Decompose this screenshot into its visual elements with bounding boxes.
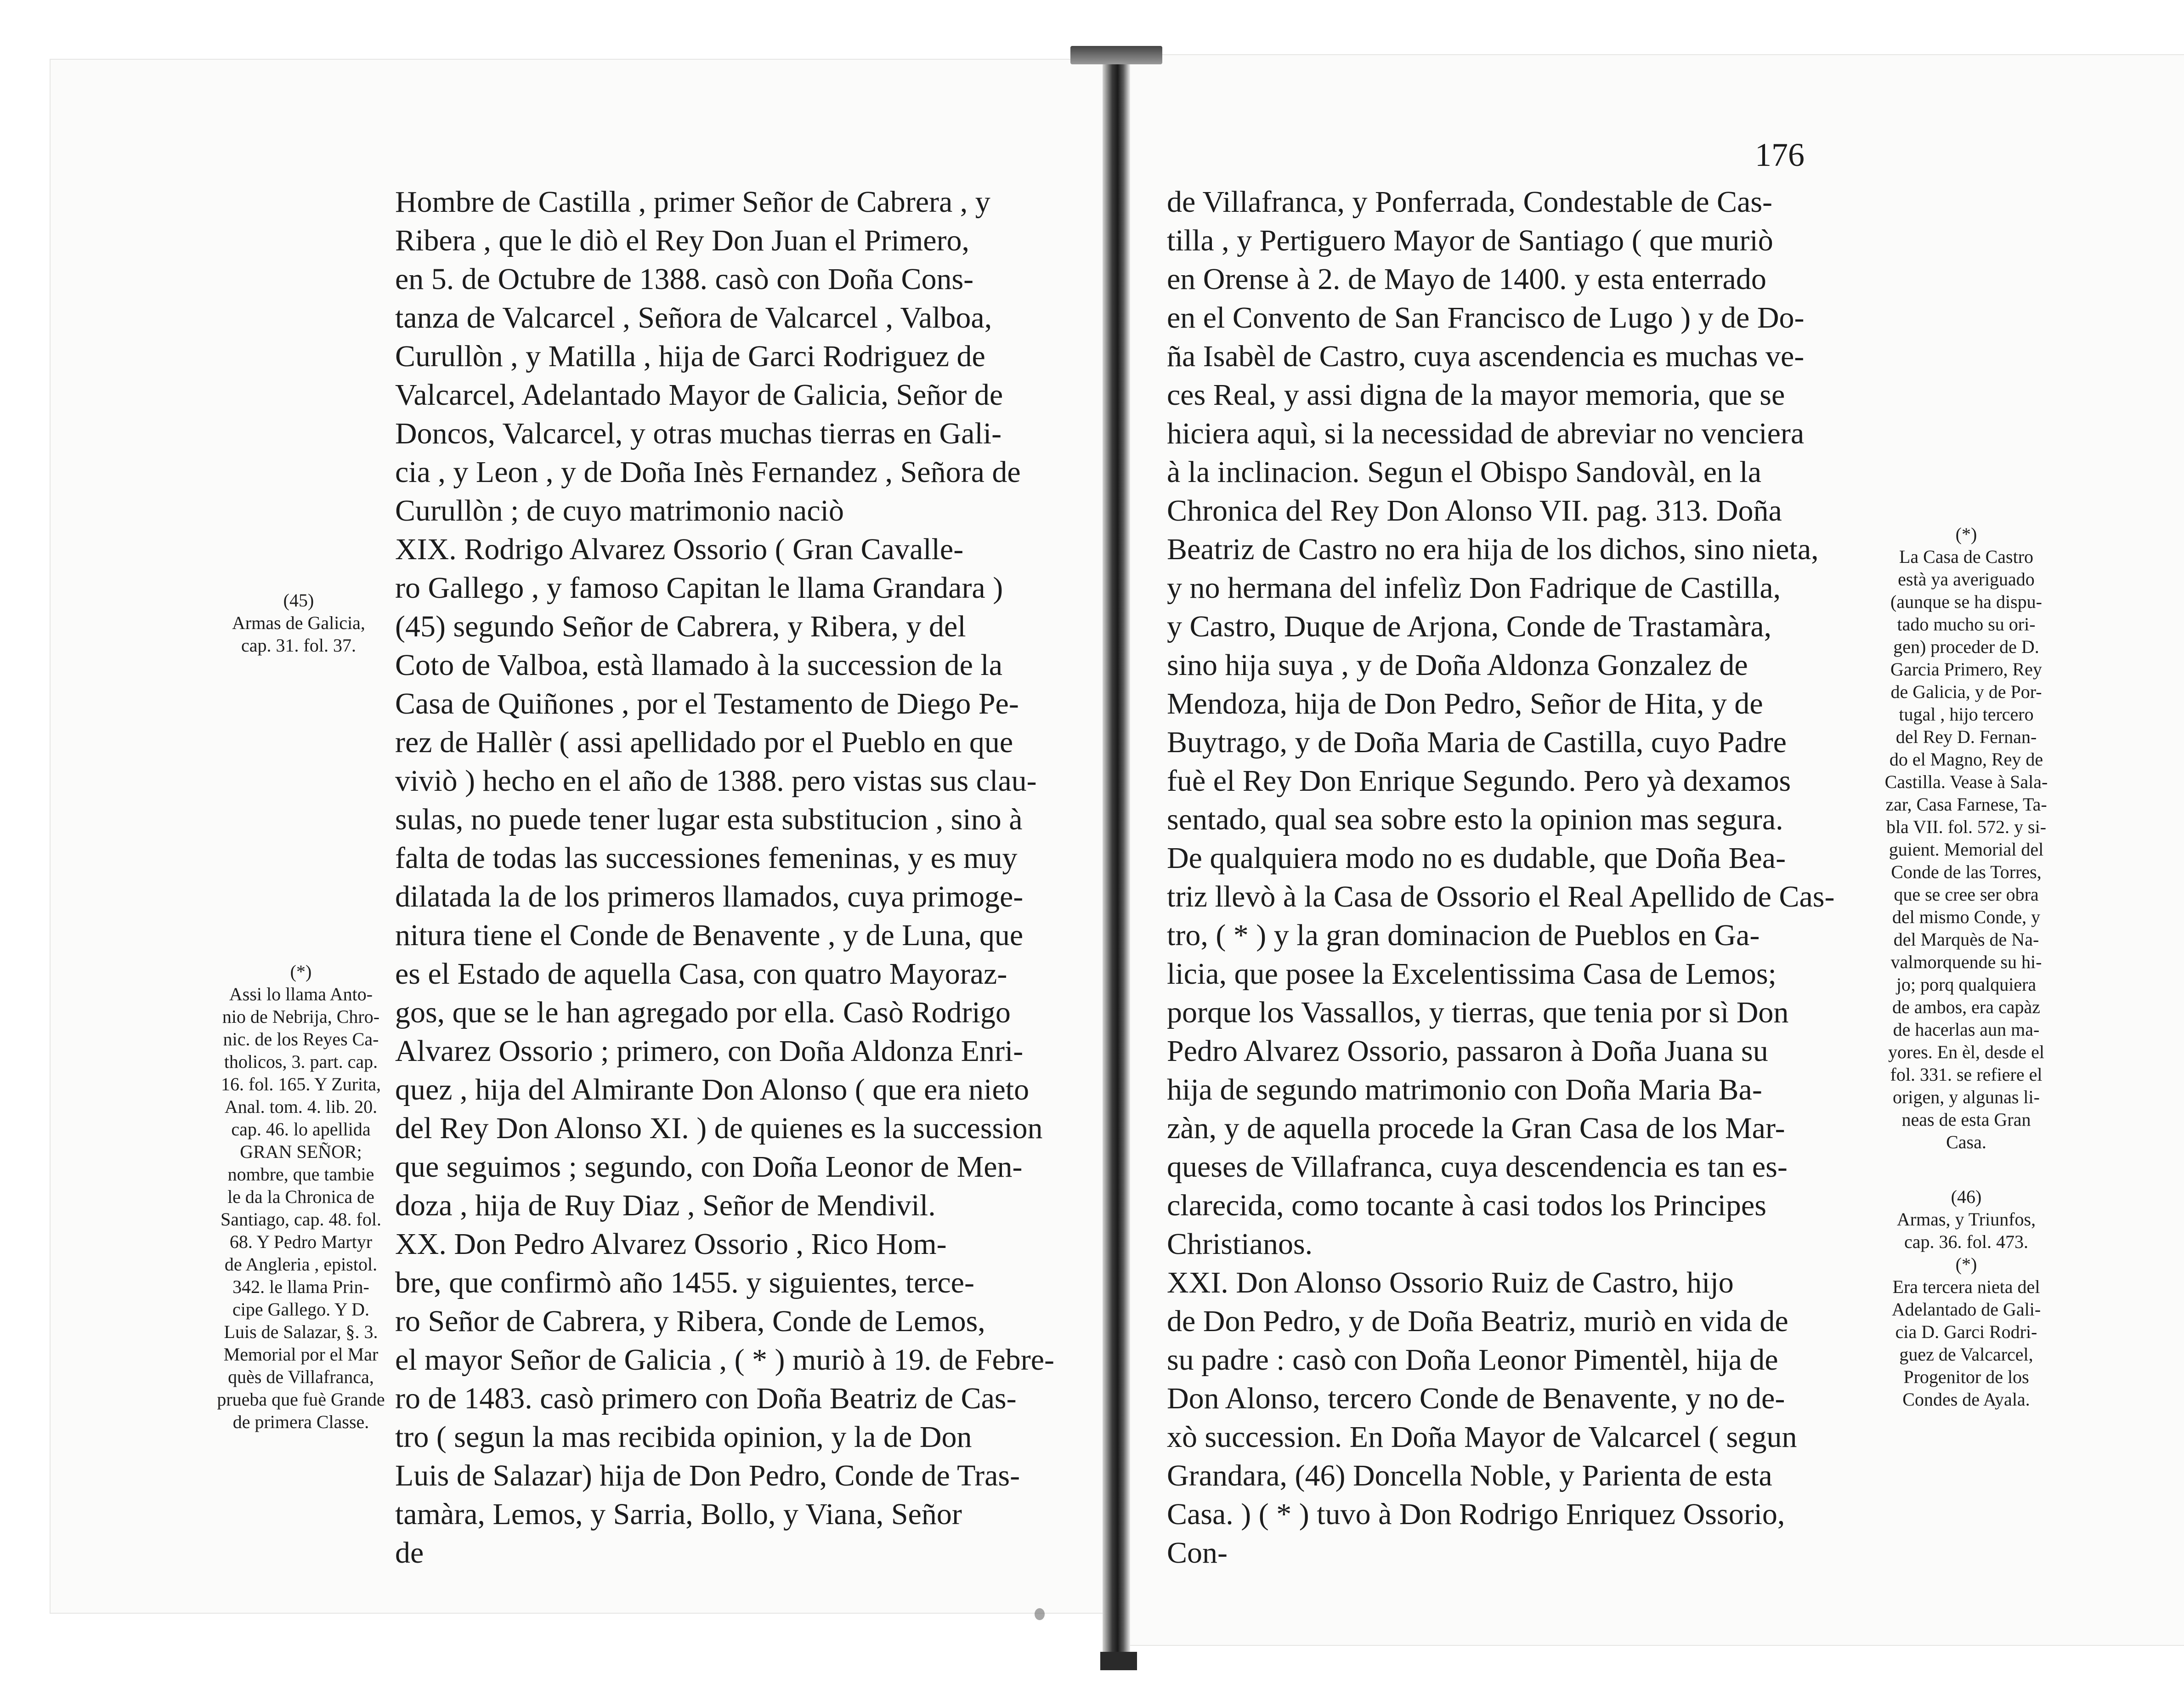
note-line: Armas, y Triunfos, (1896, 1209, 2036, 1230)
text-line: Pedro Alvarez Ossorio, passaron à Doña Juana su (1167, 1034, 1768, 1068)
text-line: fuè el Rey Don Enrique Segundo. Pero yà dexamos (1167, 764, 1791, 798)
note-line: jo; porq qualquiera (1896, 974, 2037, 995)
text-line: sentado, qual sea sobre esto la opinion mas segura. (1167, 803, 1783, 836)
note-line: Condes de Ayala. (1902, 1389, 2030, 1410)
note-line: cia D. Garci Rodri- (1895, 1321, 2037, 1342)
note-line: està ya averiguado (1898, 569, 2035, 590)
text-line: gos, que se le han agregado por ella. Casò Rodrigo (395, 996, 1011, 1029)
text-line: tro ( segun la mas recibida opinion, y la de Don (395, 1420, 972, 1454)
text-line: en Orense à 2. de Mayo de 1400. y esta enterrado (1167, 262, 1766, 296)
note-line: le da la Chronica de (227, 1186, 374, 1207)
text-line: tamàra, Lemos, y Sarria, Bollo, y Viana, Señor (395, 1497, 962, 1531)
text-line: De qualquiera modo no es dudable, que Doña Bea- (1167, 841, 1786, 875)
text-line: Curullòn , y Matilla , hija de Garci Rodriguez de (395, 340, 985, 373)
note-line: do el Magno, Rey de (1889, 749, 2043, 770)
note-line: (*) (290, 961, 312, 982)
note-line: fol. 331. se refiere el (1890, 1064, 2043, 1085)
note-line: 342. le llama Prin- (232, 1276, 369, 1297)
margin-note-46 (1874, 1185, 2058, 1253)
note-line: (46) (1951, 1186, 1982, 1207)
text-line: licia, que posee la Excelentissima Casa de Lemos; (1167, 957, 1777, 991)
note-line: de ambos, era capàz (1892, 997, 2041, 1017)
text-line: XIX. Rodrigo Alvarez Ossorio ( Gran Cavalle- (395, 533, 964, 566)
note-line: (*) (1955, 1254, 1977, 1275)
note-line: Armas de Galicia, (232, 612, 365, 633)
note-line: gen) proceder de D. (1893, 636, 2039, 657)
note-line: que se cree ser obra (1894, 884, 2039, 905)
note-line: quès de Villafranca, (228, 1366, 374, 1387)
text-line: viviò ) hecho en el año de 1388. pero vistas sus clau- (395, 764, 1037, 798)
note-line: cap. 36. fol. 473. (1904, 1231, 2028, 1252)
note-line: tugal , hijo tercero (1899, 704, 2034, 725)
text-line: y Castro, Duque de Arjona, Conde de Trastamàra, (1167, 610, 1772, 643)
note-line: prueba que fuè Grande (217, 1389, 385, 1410)
note-line: valmorquende su hi- (1890, 952, 2042, 972)
text-line: Casa. ) ( * ) tuvo à Don Rodrigo Enriquez Ossorio, (1167, 1497, 1785, 1531)
text-line: tanza de Valcarcel , Señora de Valcarcel , Valboa, (395, 301, 992, 335)
text-line: Beatriz de Castro no era hija de los dichos, sino nieta, (1167, 533, 1819, 566)
text-line: falta de todas las successiones femeninas, y es muy (395, 841, 1018, 875)
note-line: de hacerlas aun ma- (1893, 1019, 2040, 1040)
text-line: quez , hija del Almirante Don Alonso ( que era nieto (395, 1073, 1030, 1106)
margin-note-right-asterisk-1 (1874, 523, 2058, 1153)
text-line: Casa de Quiñones , por el Testamento de Diego Pe- (395, 687, 1019, 720)
note-line: nio de Nebrija, Chro- (222, 1006, 380, 1027)
text-line: del Rey Don Alonso XI. ) de quienes es la succession (395, 1111, 1043, 1145)
text-line: nitura tiene el Conde de Benavente , y de Luna, que (395, 919, 1024, 952)
note-line: zar, Casa Farnese, Ta- (1885, 794, 2047, 815)
right-body-text (1167, 183, 1861, 1572)
text-line: es el Estado de aquella Casa, con quatro Mayoraz- (395, 957, 1007, 991)
book-gutter (1103, 51, 1130, 1663)
text-line: Valcarcel, Adelantado Mayor de Galicia, Señor de (395, 378, 1003, 412)
text-line: cia , y Leon , y de Doña Inès Fernandez , Señora de (395, 455, 1021, 489)
text-line: rez de Hallèr ( assi apellidado por el Pueblo en que (395, 726, 1013, 759)
text-line: tro, ( * ) y la gran dominacion de Pueblos en Ga- (1167, 919, 1760, 952)
note-line: de primera Classe. (232, 1412, 369, 1432)
text-line: que seguimos ; segundo, con Doña Leonor de Men- (395, 1150, 1023, 1184)
note-line: Conde de las Torres, (1891, 862, 2042, 882)
text-line: hija de segundo matrimonio con Doña Maria Ba- (1167, 1073, 1762, 1106)
text-line: sino hija suya , y de Doña Aldonza Gonzalez de (1167, 648, 1748, 682)
text-line: triz llevò à la Casa de Ossorio el Real Apellido de Cas- (1167, 880, 1835, 913)
text-line: ro Señor de Cabrera, y Ribera, Conde de Lemos, (395, 1304, 985, 1338)
text-line: y no hermana del infelìz Don Fadrique de Castilla, (1167, 571, 1781, 605)
text-line: su padre : casò con Doña Leonor Pimentèl, hija de (1167, 1343, 1778, 1377)
text-line: (45) segundo Señor de Cabrera, y Ribera, y del (395, 610, 966, 643)
text-line: tilla , y Pertiguero Mayor de Santiago ( que muriò (1167, 224, 1773, 257)
text-line: dilatada la de los primeros llamados, cuya primoge- (395, 880, 1024, 913)
note-line: Garcia Primero, Rey (1890, 659, 2042, 680)
margin-note-left-asterisk (204, 960, 397, 1433)
text-line: Alvarez Ossorio ; primero, con Doña Aldonza Enri- (395, 1034, 1024, 1068)
text-line: de (395, 1536, 424, 1570)
text-line: Coto de Valboa, està llamado à la succession de la (395, 648, 1003, 682)
note-line: nombre, que tambie (227, 1164, 374, 1185)
note-line: de Angleria , epistol. (224, 1254, 378, 1275)
note-line: La Casa de Castro (1899, 546, 2034, 567)
text-line: Buytrago, y de Doña Maria de Castilla, cuyo Padre (1167, 726, 1787, 759)
text-line: Mendoza, hija de Don Pedro, Señor de Hita, y de (1167, 687, 1763, 720)
text-line: Christianos. (1167, 1227, 1313, 1261)
note-line: Santiago, cap. 48. fol. (221, 1209, 381, 1230)
page-number: 176 (1755, 136, 1805, 173)
text-line: ces Real, y assi digna de la mayor memoria, que se (1167, 378, 1785, 412)
note-line: nic. de los Reyes Ca- (223, 1029, 379, 1049)
text-line: Doncos, Valcarcel, y otras muchas tierras en Gali- (395, 417, 1002, 450)
note-line: Anal. tom. 4. lib. 20. (224, 1096, 378, 1117)
note-line: Progenitor de los (1903, 1366, 2029, 1387)
note-line: Adelantado de Gali- (1891, 1299, 2041, 1320)
note-line: origen, y algunas li- (1893, 1087, 2040, 1107)
left-body-text (395, 183, 1080, 1572)
note-line: Castilla. Vease à Sala- (1884, 771, 2048, 792)
text-line: bre, que confirmò año 1455. y siguientes, terce- (395, 1266, 974, 1299)
note-line: (*) (1955, 524, 1977, 544)
note-line: cipe Gallego. Y D. (232, 1299, 370, 1320)
text-line: ro de 1483. casò primero con Doña Beatriz de Cas- (395, 1382, 1017, 1415)
note-line: del Rey D. Fernan- (1895, 726, 2037, 747)
text-line: XXI. Don Alonso Ossorio Ruiz de Castro, hijo (1167, 1266, 1734, 1299)
text-line: zàn, y de aquella procede la Gran Casa de los Mar- (1167, 1111, 1785, 1145)
note-line: bla VII. fol. 572. y si- (1886, 816, 2047, 837)
note-line: Assi lo llama Anto- (229, 984, 373, 1004)
note-line: del mismo Conde, y (1892, 907, 2041, 927)
gutter-bottom-edge (1100, 1652, 1137, 1670)
text-line: Curullòn ; de cuyo matrimonio naciò (395, 494, 844, 527)
text-line: porque los Vassallos, y tierras, que tenia por sì Don (1167, 996, 1789, 1029)
text-line: hiciera aquì, si la necessidad de abreviar no venciera (1167, 417, 1805, 450)
note-line: (45) (283, 590, 314, 611)
text-line: de Villafranca, y Ponferrada, Condestable de Cas- (1167, 185, 1773, 219)
note-line: GRAN SEÑOR; (240, 1141, 362, 1162)
note-line: guez de Valcarcel, (1899, 1344, 2033, 1365)
text-line: Hombre de Castilla , primer Señor de Cabrera , y (395, 185, 990, 219)
text-line: Con- (1167, 1536, 1228, 1570)
text-line: Ribera , que le diò el Rey Don Juan el Primero, (395, 224, 970, 257)
text-line: clarecida, como tocante à casi todos los Principes (1167, 1189, 1766, 1222)
note-line: tholicos, 3. part. cap. (224, 1051, 378, 1072)
note-line: cap. 46. lo apellida (231, 1119, 371, 1140)
text-line: à la inclinacion. Segun el Obispo Sandovàl, en la (1167, 455, 1762, 489)
note-line: tado mucho su ori- (1897, 614, 2036, 635)
note-line: Casa. (1946, 1132, 1986, 1152)
text-line: XX. Don Pedro Alvarez Ossorio , Rico Hom- (395, 1227, 947, 1261)
text-line: doza , hija de Ruy Diaz , Señor de Mendivil. (395, 1189, 936, 1222)
text-line: ro Gallego , y famoso Capitan le llama Grandara ) (395, 571, 1003, 605)
note-line: Memorial por el Mar (223, 1344, 379, 1365)
text-line: el mayor Señor de Galicia , ( * ) muriò à 19. de Febre- (395, 1343, 1055, 1377)
ink-smudge (1035, 1608, 1045, 1620)
note-line: 68. Y Pedro Martyr (229, 1231, 373, 1252)
text-line: Chronica del Rey Don Alonso VII. pag. 313. Doña (1167, 494, 1782, 527)
note-line: cap. 31. fol. 37. (241, 635, 356, 656)
gutter-top-edge (1070, 46, 1162, 64)
note-line: 16. fol. 165. Y Zurita, (221, 1074, 381, 1094)
note-line: neas de esta Gran (1901, 1109, 2031, 1130)
note-line: (aunque se ha dispu- (1890, 591, 2042, 612)
note-line: guient. Memorial del (1889, 839, 2044, 860)
text-line: de Don Pedro, y de Doña Beatriz, muriò en vida de (1167, 1304, 1788, 1338)
margin-note-right-asterisk-2 (1874, 1253, 2058, 1411)
text-line: Don Alonso, tercero Conde de Benavente, y no de- (1167, 1382, 1785, 1415)
text-line: ña Isabèl de Castro, cuya ascendencia es muchas ve- (1167, 340, 1805, 373)
text-line: queses de Villafranca, cuya descendencia es tan es- (1167, 1150, 1788, 1184)
note-line: de Galicia, y de Por- (1890, 681, 2042, 702)
text-line: Luis de Salazar) hija de Don Pedro, Conde de Tras- (395, 1459, 1020, 1492)
note-line: del Marquès de Na- (1893, 929, 2039, 950)
margin-note-45 (202, 589, 395, 657)
text-line: Grandara, (46) Doncella Noble, y Parienta de esta (1167, 1459, 1772, 1492)
text-line: en el Convento de San Francisco de Lugo ) y de Do- (1167, 301, 1805, 335)
text-line: en 5. de Octubre de 1388. casò con Doña Cons- (395, 262, 974, 296)
text-line: xò succession. En Doña Mayor de Valcarcel ( segun (1167, 1420, 1797, 1454)
note-line: yores. En èl, desde el (1888, 1042, 2044, 1062)
text-line: sulas, no puede tener lugar esta substitucion , sino à (395, 803, 1023, 836)
note-line: Luis de Salazar, §. 3. (224, 1321, 378, 1342)
note-line: Era tercera nieta del (1892, 1276, 2040, 1297)
